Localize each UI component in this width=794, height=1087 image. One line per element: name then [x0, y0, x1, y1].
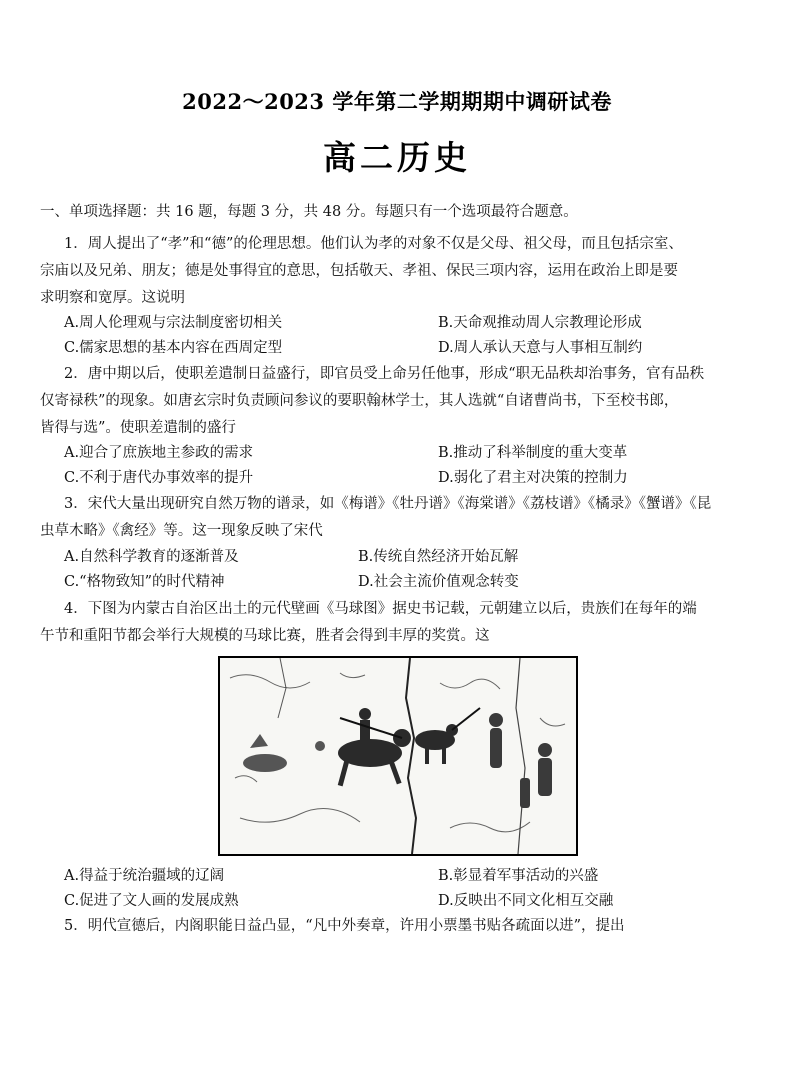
question-1-option-a: A.周人伦理观与宗法制度密切相关: [64, 315, 283, 331]
question-2-line-1: 2．唐中期以后，使职差遣制日益盛行，即官员受上命另任他事，形成“职无品秩却治事务，官有品秩: [64, 366, 705, 382]
question-3-option-b: B.传统自然经济开始瓦解: [358, 549, 519, 565]
question-4-line-2: 午节和重阳节都会举行大规模的马球比赛，胜者会得到丰厚的奖赏。这: [40, 628, 490, 644]
question-3-option-d: D.社会主流价值观念转变: [358, 574, 519, 590]
question-1-line-1: 1．周人提出了“孝”和“德”的伦理思想。他们认为孝的对象不仅是父母、祖父母，而且包括宗室、: [64, 236, 683, 252]
question-3-option-a: A.自然科学教育的逐渐普及: [64, 549, 239, 565]
subject-title: 高二历史: [323, 138, 471, 177]
question-5-line-1: 5．明代宣德后，内阁职能日益凸显，“凡中外奏章，许用小票墨书贴各疏面以进”，提出: [64, 918, 625, 934]
exam-title: 2022～2023 学年第二学期期期中调研试卷: [182, 89, 612, 114]
question-4-option-d: D.反映出不同文化相互交融: [438, 893, 614, 909]
question-2-option-b: B.推动了科举制度的重大变革: [438, 445, 628, 461]
question-3-line-1: 3．宋代大量出现研究自然万物的谱录，如《梅谱》《牡丹谱》《海棠谱》《荔枝谱》《橘录》《蟹谱》《昆: [64, 496, 712, 512]
question-4-line-1: 4．下图为内蒙古自治区出土的元代壁画《马球图》据史书记载，元朝建立以后，贵族们在每年的端: [64, 601, 697, 617]
polo-mural-drawing: [220, 658, 576, 854]
question-4-option-a: A.得益于统治疆域的辽阔: [64, 868, 225, 884]
question-4-option-b: B.彰显着军事活动的兴盛: [438, 868, 599, 884]
question-2-option-c: C.不利于唐代办事效率的提升: [64, 470, 254, 486]
question-1-option-b: B.天命观推动周人宗教理论形成: [438, 315, 642, 331]
question-1-option-d: D.周人承认天意与人事相互制约: [438, 340, 643, 356]
question-1-line-3: 求明察和宽厚。这说明: [40, 290, 185, 306]
question-4-option-c: C.促进了文人画的发展成熟: [64, 893, 239, 909]
question-2-option-a: A.迎合了庶族地主参政的需求: [64, 445, 254, 461]
question-3-option-c: C.“格物致知”的时代精神: [64, 574, 225, 590]
section-heading: 一、单项选择题：共 16 题，每题 3 分，共 48 分。每题只有一个选项最符合题意。: [40, 204, 578, 220]
question-2-line-3: 皆得与选”。使职差遣制的盛行: [40, 420, 236, 436]
question-1-line-2: 宗庙以及兄弟、朋友；德是处事得宜的意思，包括敬天、孝祖、保民三项内容，运用在政治上即是要: [40, 263, 678, 279]
question-2-option-d: D.弱化了君主对决策的控制力: [438, 470, 628, 486]
question-2-line-2: 仅寄禄秩”的现象。如唐玄宗时负责顾问参议的要职翰林学士，其人选就“自诸曹尚书，下至校书郎，: [40, 393, 679, 409]
question-3-line-2: 虫草木略》《禽经》等。这一现象反映了宋代: [40, 523, 323, 539]
question-1-option-c: C.儒家思想的基本内容在西周定型: [64, 340, 283, 356]
polo-mural-image: [218, 656, 578, 856]
